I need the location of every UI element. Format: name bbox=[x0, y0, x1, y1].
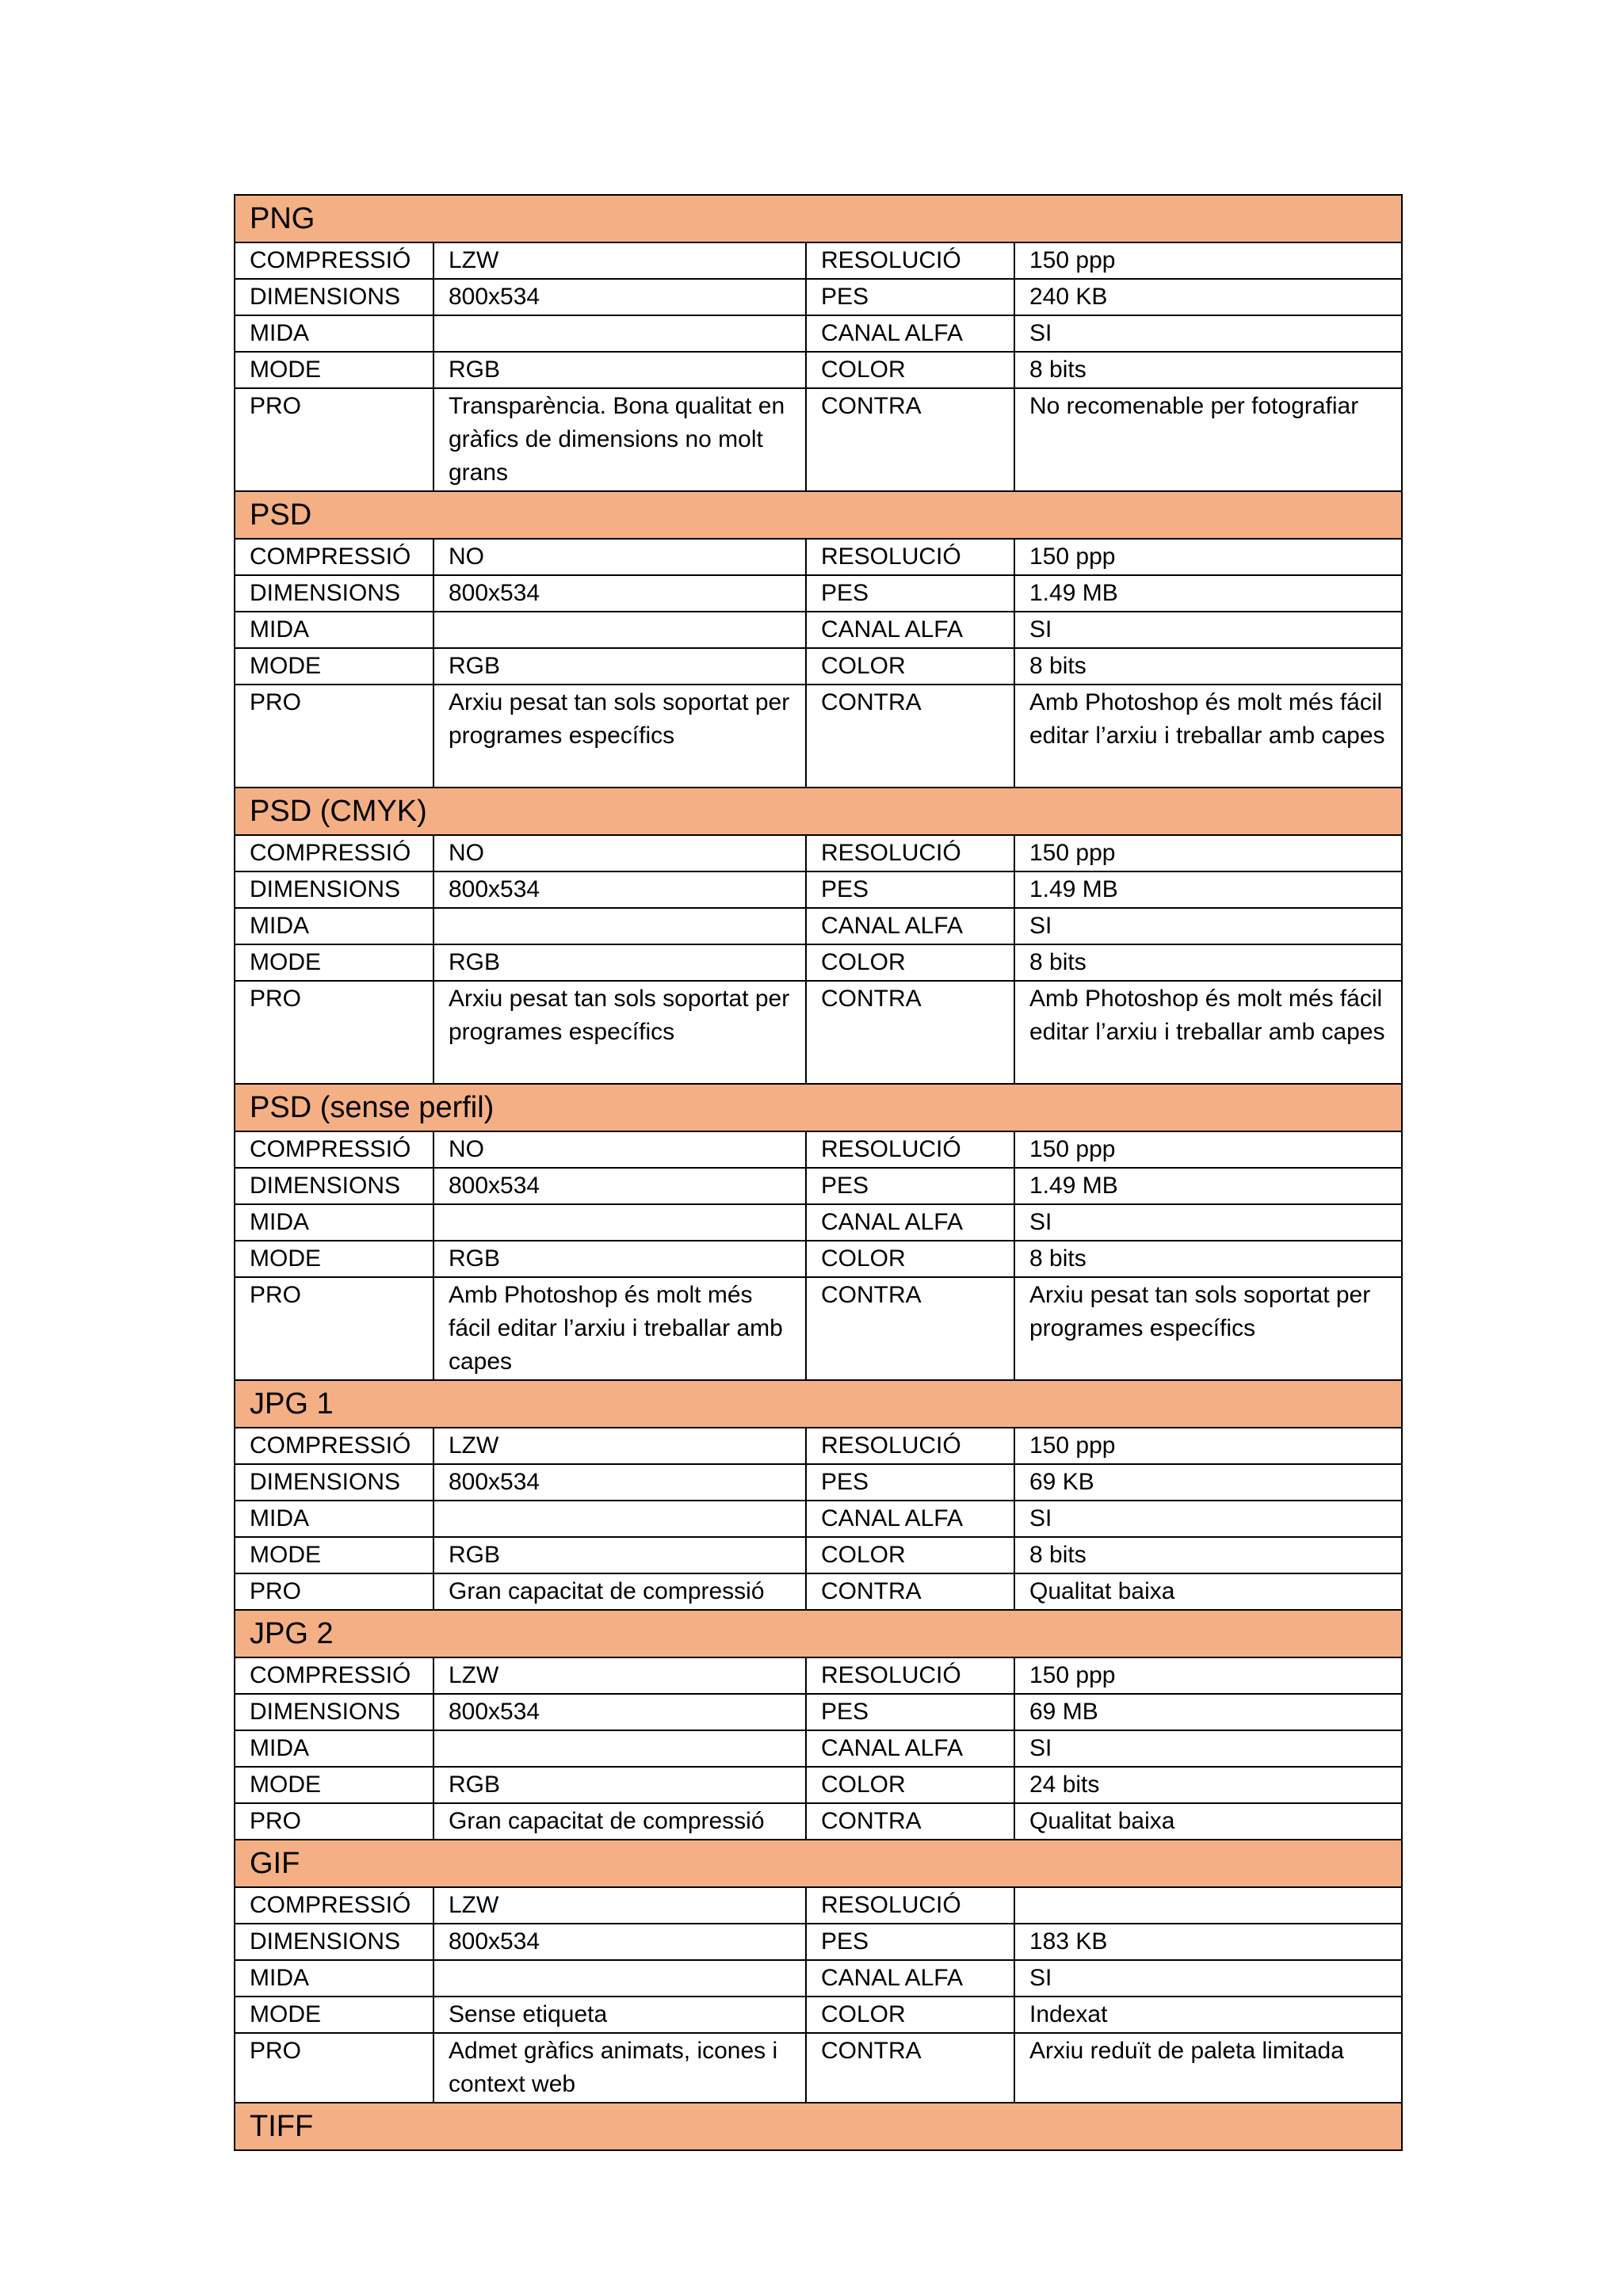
property-label-cell: CONTRA bbox=[806, 1803, 1014, 1840]
property-value-cell: RGB bbox=[433, 1537, 806, 1573]
property-label-cell: COLOR bbox=[806, 944, 1014, 981]
property-label-cell: MIDA bbox=[235, 1501, 433, 1537]
table-row bbox=[235, 1537, 1402, 1573]
section-header-row bbox=[235, 195, 1402, 242]
property-label-cell: MODE bbox=[235, 1241, 433, 1277]
property-label-cell: MIDA bbox=[235, 1204, 433, 1241]
section-header-row bbox=[235, 491, 1402, 539]
section-header-row bbox=[235, 788, 1402, 835]
property-label-cell: CANAL ALFA bbox=[806, 1501, 1014, 1537]
property-label-cell: CANAL ALFA bbox=[806, 1204, 1014, 1241]
property-label-cell: MODE bbox=[235, 352, 433, 388]
table-row bbox=[235, 871, 1402, 908]
table-row bbox=[235, 242, 1402, 279]
property-value-cell: 8 bits bbox=[1014, 1241, 1402, 1277]
property-value-cell bbox=[433, 1501, 806, 1537]
property-label-cell: MODE bbox=[235, 1997, 433, 2033]
table-row bbox=[235, 1204, 1402, 1241]
property-value-cell: Gran capacitat de compressió bbox=[433, 1573, 806, 1610]
property-value-cell: Sense etiqueta bbox=[433, 1997, 806, 2033]
property-value-cell: RGB bbox=[433, 944, 806, 981]
table-row bbox=[235, 908, 1402, 944]
property-label-cell: PRO bbox=[235, 2033, 433, 2103]
table-row bbox=[235, 612, 1402, 648]
property-value-cell: Indexat bbox=[1014, 1997, 1402, 2033]
property-label-cell: COLOR bbox=[806, 352, 1014, 388]
property-value-cell bbox=[433, 315, 806, 352]
property-label-cell: MIDA bbox=[235, 612, 433, 648]
property-label-cell: CONTRA bbox=[806, 1277, 1014, 1380]
property-label-cell: CONTRA bbox=[806, 685, 1014, 788]
property-label-cell: PES bbox=[806, 1168, 1014, 1204]
property-value-cell: Arxiu reduït de paleta limitada bbox=[1014, 2033, 1402, 2103]
property-value-cell: 800x534 bbox=[433, 871, 806, 908]
property-value-cell bbox=[433, 1204, 806, 1241]
property-label-cell: COLOR bbox=[806, 1537, 1014, 1573]
property-value-cell: Qualitat baixa bbox=[1014, 1803, 1402, 1840]
property-label-cell: PRO bbox=[235, 981, 433, 1084]
property-label-cell: COLOR bbox=[806, 1241, 1014, 1277]
section-title: JPG 2 bbox=[235, 1610, 1402, 1657]
table-row bbox=[235, 1694, 1402, 1730]
property-label-cell: RESOLUCIÓ bbox=[806, 1131, 1014, 1168]
section-title: PSD bbox=[235, 491, 1402, 539]
section-header-row bbox=[235, 1610, 1402, 1657]
property-value-cell: RGB bbox=[433, 352, 806, 388]
property-value-cell: 1.49 MB bbox=[1014, 871, 1402, 908]
table-row bbox=[235, 315, 1402, 352]
property-label-cell: COMPRESSIÓ bbox=[235, 835, 433, 871]
property-value-cell: 8 bits bbox=[1014, 352, 1402, 388]
property-value-cell: LZW bbox=[433, 242, 806, 279]
table-row bbox=[235, 1924, 1402, 1960]
table-row bbox=[235, 1428, 1402, 1464]
property-value-cell: Amb Photoshop és molt més fácil editar l’arxiu i treballar amb capes bbox=[1014, 685, 1402, 788]
property-label-cell: CANAL ALFA bbox=[806, 1960, 1014, 1997]
property-value-cell: SI bbox=[1014, 908, 1402, 944]
property-label-cell: PES bbox=[806, 871, 1014, 908]
property-label-cell: RESOLUCIÓ bbox=[806, 1657, 1014, 1694]
property-label-cell: CONTRA bbox=[806, 2033, 1014, 2103]
property-label-cell: RESOLUCIÓ bbox=[806, 1887, 1014, 1924]
property-value-cell: 800x534 bbox=[433, 1168, 806, 1204]
property-label-cell: RESOLUCIÓ bbox=[806, 835, 1014, 871]
property-value-cell: 800x534 bbox=[433, 1464, 806, 1501]
property-label-cell: COMPRESSIÓ bbox=[235, 539, 433, 575]
property-label-cell: PRO bbox=[235, 685, 433, 788]
property-label-cell: COMPRESSIÓ bbox=[235, 1131, 433, 1168]
table-row bbox=[235, 981, 1402, 1084]
property-value-cell: LZW bbox=[433, 1657, 806, 1694]
table-row bbox=[235, 1887, 1402, 1924]
table-row bbox=[235, 539, 1402, 575]
property-label-cell: MIDA bbox=[235, 1960, 433, 1997]
table-row bbox=[235, 1464, 1402, 1501]
property-label-cell: CONTRA bbox=[806, 1573, 1014, 1610]
property-label-cell: PRO bbox=[235, 1277, 433, 1380]
property-label-cell: CONTRA bbox=[806, 388, 1014, 491]
property-label-cell: PES bbox=[806, 575, 1014, 612]
property-label-cell: PES bbox=[806, 1464, 1014, 1501]
property-value-cell: 69 KB bbox=[1014, 1464, 1402, 1501]
property-value-cell: LZW bbox=[433, 1428, 806, 1464]
property-label-cell: COLOR bbox=[806, 648, 1014, 685]
table-row bbox=[235, 1573, 1402, 1610]
section-title: PSD (sense perfil) bbox=[235, 1084, 1402, 1131]
property-value-cell: Amb Photoshop és molt més fácil editar l’arxiu i treballar amb capes bbox=[433, 1277, 806, 1380]
property-label-cell: DIMENSIONS bbox=[235, 1694, 433, 1730]
property-value-cell bbox=[433, 1960, 806, 1997]
property-value-cell: 150 ppp bbox=[1014, 835, 1402, 871]
property-value-cell: 800x534 bbox=[433, 1694, 806, 1730]
property-value-cell: 1.49 MB bbox=[1014, 1168, 1402, 1204]
section-header-row bbox=[235, 1084, 1402, 1131]
property-label-cell: PES bbox=[806, 1694, 1014, 1730]
table-row bbox=[235, 1168, 1402, 1204]
table-row bbox=[235, 1501, 1402, 1537]
table-row bbox=[235, 648, 1402, 685]
table-row bbox=[235, 1730, 1402, 1767]
property-label-cell: DIMENSIONS bbox=[235, 1924, 433, 1960]
property-value-cell: 800x534 bbox=[433, 575, 806, 612]
property-label-cell: PES bbox=[806, 1924, 1014, 1960]
property-value-cell: 150 ppp bbox=[1014, 539, 1402, 575]
property-value-cell: RGB bbox=[433, 1767, 806, 1803]
table-row bbox=[235, 1960, 1402, 1997]
property-value-cell: Gran capacitat de compressió bbox=[433, 1803, 806, 1840]
property-value-cell: No recomenable per fotografiar bbox=[1014, 388, 1402, 491]
property-label-cell: COMPRESSIÓ bbox=[235, 1657, 433, 1694]
property-value-cell: 8 bits bbox=[1014, 1537, 1402, 1573]
table-row bbox=[235, 2033, 1402, 2103]
property-label-cell: MODE bbox=[235, 1537, 433, 1573]
format-comparison-table bbox=[234, 194, 1403, 2151]
property-label-cell: DIMENSIONS bbox=[235, 1168, 433, 1204]
property-value-cell: SI bbox=[1014, 1501, 1402, 1537]
property-label-cell: COMPRESSIÓ bbox=[235, 1428, 433, 1464]
section-title: PSD (CMYK) bbox=[235, 788, 1402, 835]
table-body bbox=[235, 195, 1402, 2150]
table-row bbox=[235, 1657, 1402, 1694]
table-row bbox=[235, 388, 1402, 491]
property-label-cell: MIDA bbox=[235, 1730, 433, 1767]
property-value-cell: 183 KB bbox=[1014, 1924, 1402, 1960]
property-label-cell: RESOLUCIÓ bbox=[806, 539, 1014, 575]
property-label-cell: DIMENSIONS bbox=[235, 1464, 433, 1501]
table-row bbox=[235, 575, 1402, 612]
table-row bbox=[235, 1767, 1402, 1803]
property-value-cell: 1.49 MB bbox=[1014, 575, 1402, 612]
property-label-cell: CANAL ALFA bbox=[806, 908, 1014, 944]
section-header-row bbox=[235, 1380, 1402, 1428]
property-value-cell: Amb Photoshop és molt més fácil editar l’arxiu i treballar amb capes bbox=[1014, 981, 1402, 1084]
property-value-cell: RGB bbox=[433, 648, 806, 685]
property-label-cell: COMPRESSIÓ bbox=[235, 242, 433, 279]
property-label-cell: PES bbox=[806, 279, 1014, 315]
table-row bbox=[235, 352, 1402, 388]
section-title: GIF bbox=[235, 1840, 1402, 1887]
property-value-cell bbox=[1014, 1887, 1402, 1924]
property-label-cell: CONTRA bbox=[806, 981, 1014, 1084]
property-value-cell: 150 ppp bbox=[1014, 1131, 1402, 1168]
property-label-cell: MODE bbox=[235, 1767, 433, 1803]
property-value-cell: Transparència. Bona qualitat en gràfics de dimensions no molt grans bbox=[433, 388, 806, 491]
property-label-cell: COLOR bbox=[806, 1767, 1014, 1803]
property-label-cell: DIMENSIONS bbox=[235, 575, 433, 612]
property-value-cell: SI bbox=[1014, 315, 1402, 352]
section-title: PNG bbox=[235, 195, 1402, 242]
section-title: TIFF bbox=[235, 2103, 1402, 2150]
table-row bbox=[235, 1277, 1402, 1380]
property-value-cell bbox=[433, 1730, 806, 1767]
property-value-cell: NO bbox=[433, 539, 806, 575]
property-label-cell: MIDA bbox=[235, 908, 433, 944]
property-label-cell: MODE bbox=[235, 944, 433, 981]
property-value-cell: 24 bits bbox=[1014, 1767, 1402, 1803]
property-label-cell: MODE bbox=[235, 648, 433, 685]
property-value-cell bbox=[433, 908, 806, 944]
property-label-cell: DIMENSIONS bbox=[235, 279, 433, 315]
property-value-cell: SI bbox=[1014, 612, 1402, 648]
property-label-cell: CANAL ALFA bbox=[806, 612, 1014, 648]
property-value-cell: LZW bbox=[433, 1887, 806, 1924]
section-header-row bbox=[235, 1840, 1402, 1887]
property-value-cell: 800x534 bbox=[433, 279, 806, 315]
table-row bbox=[235, 1131, 1402, 1168]
property-value-cell bbox=[433, 612, 806, 648]
property-value-cell: Arxiu pesat tan sols soportat per programes específics bbox=[433, 685, 806, 788]
property-label-cell: CANAL ALFA bbox=[806, 1730, 1014, 1767]
property-value-cell: NO bbox=[433, 1131, 806, 1168]
section-title: JPG 1 bbox=[235, 1380, 1402, 1428]
property-value-cell: 8 bits bbox=[1014, 648, 1402, 685]
table-row bbox=[235, 1997, 1402, 2033]
property-label-cell: PRO bbox=[235, 1573, 433, 1610]
property-label-cell: MIDA bbox=[235, 315, 433, 352]
property-label-cell: CANAL ALFA bbox=[806, 315, 1014, 352]
property-value-cell: 150 ppp bbox=[1014, 1428, 1402, 1464]
property-value-cell: 240 KB bbox=[1014, 279, 1402, 315]
table-row bbox=[235, 835, 1402, 871]
property-value-cell: Admet gràfics animats, icones i context web bbox=[433, 2033, 806, 2103]
table-row bbox=[235, 1803, 1402, 1840]
table-row bbox=[235, 1241, 1402, 1277]
property-value-cell: RGB bbox=[433, 1241, 806, 1277]
property-value-cell: SI bbox=[1014, 1730, 1402, 1767]
property-value-cell: 8 bits bbox=[1014, 944, 1402, 981]
property-value-cell: 800x534 bbox=[433, 1924, 806, 1960]
table-row bbox=[235, 279, 1402, 315]
property-label-cell: COMPRESSIÓ bbox=[235, 1887, 433, 1924]
property-value-cell: 69 MB bbox=[1014, 1694, 1402, 1730]
property-label-cell: COLOR bbox=[806, 1997, 1014, 2033]
property-label-cell: RESOLUCIÓ bbox=[806, 242, 1014, 279]
property-label-cell: PRO bbox=[235, 1803, 433, 1840]
property-value-cell: 150 ppp bbox=[1014, 1657, 1402, 1694]
property-value-cell: Arxiu pesat tan sols soportat per programes específics bbox=[1014, 1277, 1402, 1380]
property-value-cell: Arxiu pesat tan sols soportat per programes específics bbox=[433, 981, 806, 1084]
table-row bbox=[235, 944, 1402, 981]
section-header-row bbox=[235, 2103, 1402, 2150]
property-label-cell: DIMENSIONS bbox=[235, 871, 433, 908]
property-label-cell: PRO bbox=[235, 388, 433, 491]
property-value-cell: NO bbox=[433, 835, 806, 871]
property-value-cell: 150 ppp bbox=[1014, 242, 1402, 279]
property-value-cell: SI bbox=[1014, 1204, 1402, 1241]
table-row bbox=[235, 685, 1402, 788]
property-label-cell: RESOLUCIÓ bbox=[806, 1428, 1014, 1464]
property-value-cell: SI bbox=[1014, 1960, 1402, 1997]
property-value-cell: Qualitat baixa bbox=[1014, 1573, 1402, 1610]
